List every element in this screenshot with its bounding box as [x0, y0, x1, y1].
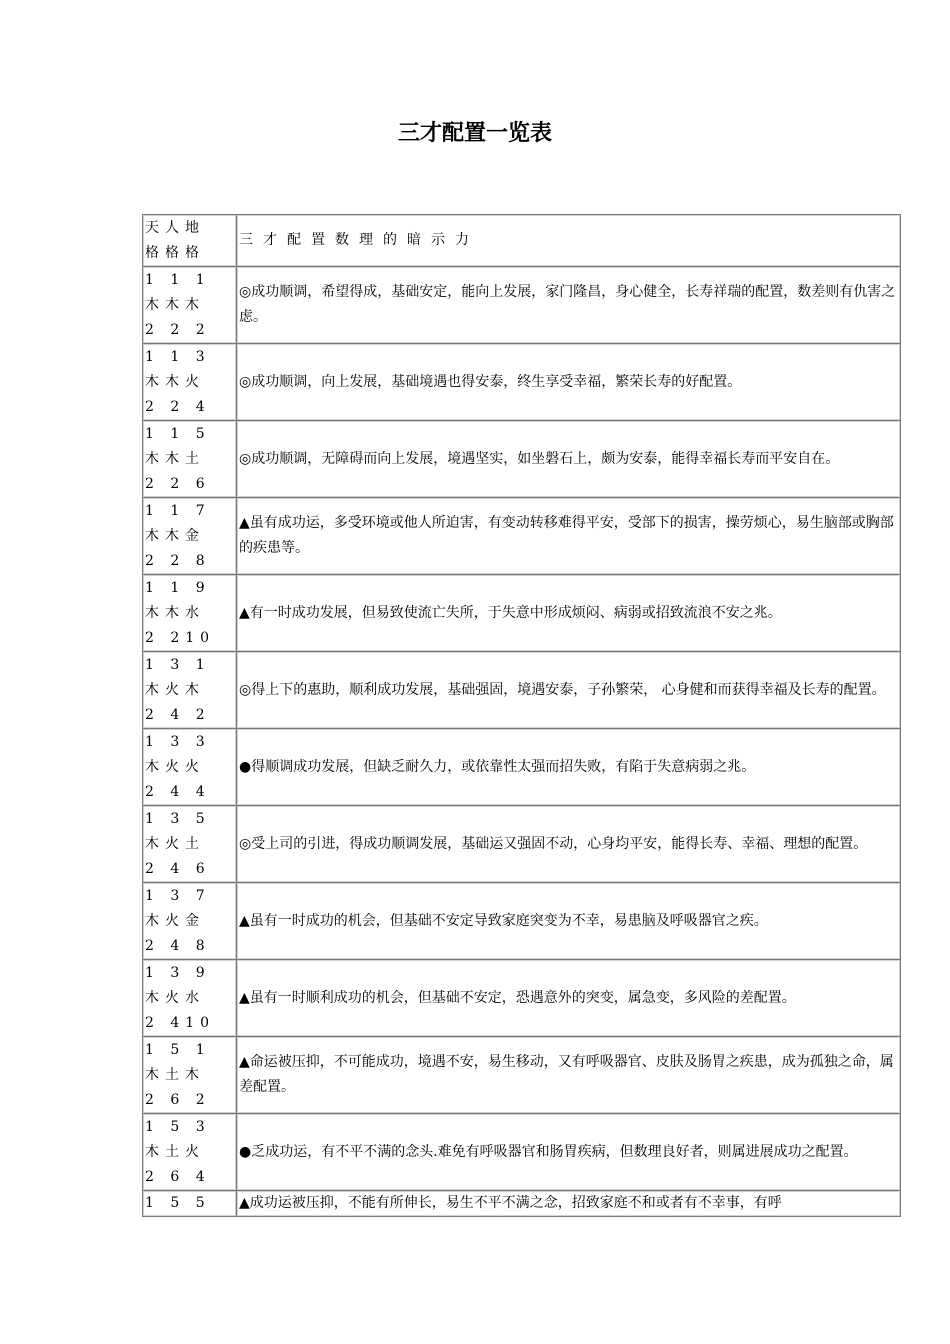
sancai-numbers: 1 1 1	[145, 271, 211, 288]
sancai-elements: 木火木	[145, 681, 205, 698]
sancai-numbers: 1 3 7	[145, 887, 211, 904]
sancai-elements: 木木土	[145, 450, 205, 467]
sancai-numbers: 1 3 9	[145, 964, 211, 981]
sancai-numbers: 1 1 3	[145, 348, 211, 365]
sancai-description-cell: ●乏成功运，有不平不满的念头.难免有呼吸器官和肠胃疾病，但数理良好者，则属进展成功之配置。	[237, 1114, 901, 1191]
sancai-description-cell: ▲命运被压抑，不可能成功，境遇不安，易生移动，又有呼吸器官、皮肤及肠胃之疾患，成为孤独之命，属差配置。	[237, 1037, 901, 1114]
table-row	[143, 575, 901, 652]
sancai-values: 2 4 2	[145, 706, 211, 723]
header-ge-cell	[143, 215, 237, 267]
sancai-values: 2 410	[145, 1014, 216, 1031]
sancai-numbers: 1 1 7	[145, 502, 211, 519]
sancai-values: 2 6 4	[145, 1168, 211, 1185]
sancai-values: 2 2 8	[145, 552, 211, 569]
table-row	[143, 1037, 901, 1114]
table-row	[143, 267, 901, 344]
table-row	[143, 1114, 901, 1191]
table-row	[143, 729, 901, 806]
sancai-elements: 木土木	[145, 1066, 205, 1083]
sancai-code-cell	[143, 806, 237, 883]
sancai-code-cell	[143, 498, 237, 575]
sancai-values: 2 2 4	[145, 398, 211, 415]
table-header-row	[143, 215, 901, 267]
sancai-numbers: 1 1 5	[145, 425, 211, 442]
table-row	[143, 883, 901, 960]
table-row	[143, 344, 901, 421]
sancai-code-cell	[143, 267, 237, 344]
sancai-description-cell: ▲有一时成功发展，但易致使流亡失所，于失意中形成烦闷、病弱或招致流浪不安之兆。	[237, 575, 901, 652]
sancai-code-cell	[143, 652, 237, 729]
sancai-numbers: 1 3 3	[145, 733, 211, 750]
header-desc-cell: 三才配置数理的暗示力	[237, 215, 901, 267]
sancai-numbers: 1 5 3	[145, 1118, 211, 1135]
sancai-numbers: 1 3 5	[145, 810, 211, 827]
sancai-code-cell	[143, 344, 237, 421]
page-title: 三才配置一览表	[397, 121, 552, 146]
table-row	[143, 1191, 901, 1217]
sancai-values: 2 2 2	[145, 321, 211, 338]
sancai-code-cell	[143, 1191, 237, 1217]
sancai-code-cell	[143, 729, 237, 806]
sancai-description-cell: ◎成功顺调，向上发展，基础境遇也得安泰，终生享受幸福，繁荣长寿的好配置。	[237, 344, 901, 421]
sancai-code-cell	[143, 1037, 237, 1114]
table-row	[143, 960, 901, 1037]
sancai-values: 2 4 4	[145, 783, 211, 800]
sancai-description-cell: ▲虽有成功运，多受环境或他人所迫害，有变动转移难得平安，受部下的损害，操劳烦心，易生脑部或胸部的疾患等。	[237, 498, 901, 575]
sancai-table	[142, 214, 901, 1217]
sancai-code-cell	[143, 1114, 237, 1191]
sancai-values: 2 2 6	[145, 475, 211, 492]
sancai-elements: 木木水	[145, 604, 205, 621]
sancai-values: 2 4 8	[145, 937, 211, 954]
sancai-description-cell: ◎得上下的惠助，顺利成功发展，基础强固，境遇安泰，子孙繁荣， 心身健和而获得幸福及长寿的配置。	[237, 652, 901, 729]
sancai-description-cell: ▲虽有一时顺利成功的机会，但基础不安定，恐遇意外的突变，属急变，多风险的差配置。	[237, 960, 901, 1037]
sancai-description-cell: ◎受上司的引进，得成功顺调发展，基础运又强固不动，心身均平安，能得长寿、幸福、理想的配置。	[237, 806, 901, 883]
sancai-elements: 木木木	[145, 296, 205, 313]
table-row	[143, 498, 901, 575]
sancai-code-cell	[143, 575, 237, 652]
sancai-code-cell	[143, 883, 237, 960]
sancai-description-cell: ◎成功顺调，无障碍而向上发展，境遇坚实，如坐磐石上，颇为安泰，能得幸福长寿而平安自在。	[237, 421, 901, 498]
sancai-values: 2 6 2	[145, 1091, 211, 1108]
table-row	[143, 421, 901, 498]
sancai-values: 2 210	[145, 629, 216, 646]
sancai-elements: 木土火	[145, 1143, 205, 1160]
sancai-elements: 木火土	[145, 835, 205, 852]
sancai-elements: 木火火	[145, 758, 205, 775]
sancai-elements: 木木火	[145, 373, 205, 390]
table-row	[143, 652, 901, 729]
sancai-numbers: 1 3 1	[145, 656, 211, 673]
sancai-description-cell: ▲成功运被压抑，不能有所伸长，易生不平不满之念，招致家庭不和或者有不幸事，有呼	[237, 1191, 901, 1217]
sancai-description-cell: ●得顺调成功发展，但缺乏耐久力，或依靠性太强而招失败，有陷于失意病弱之兆。	[237, 729, 901, 806]
header-ge-line-1: 天人地	[145, 219, 205, 236]
sancai-elements: 木火水	[145, 989, 205, 1006]
sancai-code-cell	[143, 960, 237, 1037]
sancai-description-cell: ▲虽有一时成功的机会，但基础不安定导致家庭突变为不幸，易患脑及呼吸器官之疾。	[237, 883, 901, 960]
sancai-elements: 木木金	[145, 527, 205, 544]
sancai-elements: 木火金	[145, 912, 205, 929]
table-row	[143, 806, 901, 883]
sancai-numbers: 1 1 9	[145, 579, 211, 596]
header-ge-line-2: 格格格	[145, 244, 205, 261]
sancai-numbers: 1 5 5	[145, 1195, 211, 1211]
sancai-values: 2 4 6	[145, 860, 211, 877]
sancai-numbers: 1 5 1	[145, 1041, 211, 1058]
sancai-code-cell	[143, 421, 237, 498]
sancai-description-cell: ◎成功顺调，希望得成，基础安定，能向上发展，家门隆昌，身心健全，长寿祥瑞的配置，数差则有仇害之虑。	[237, 267, 901, 344]
